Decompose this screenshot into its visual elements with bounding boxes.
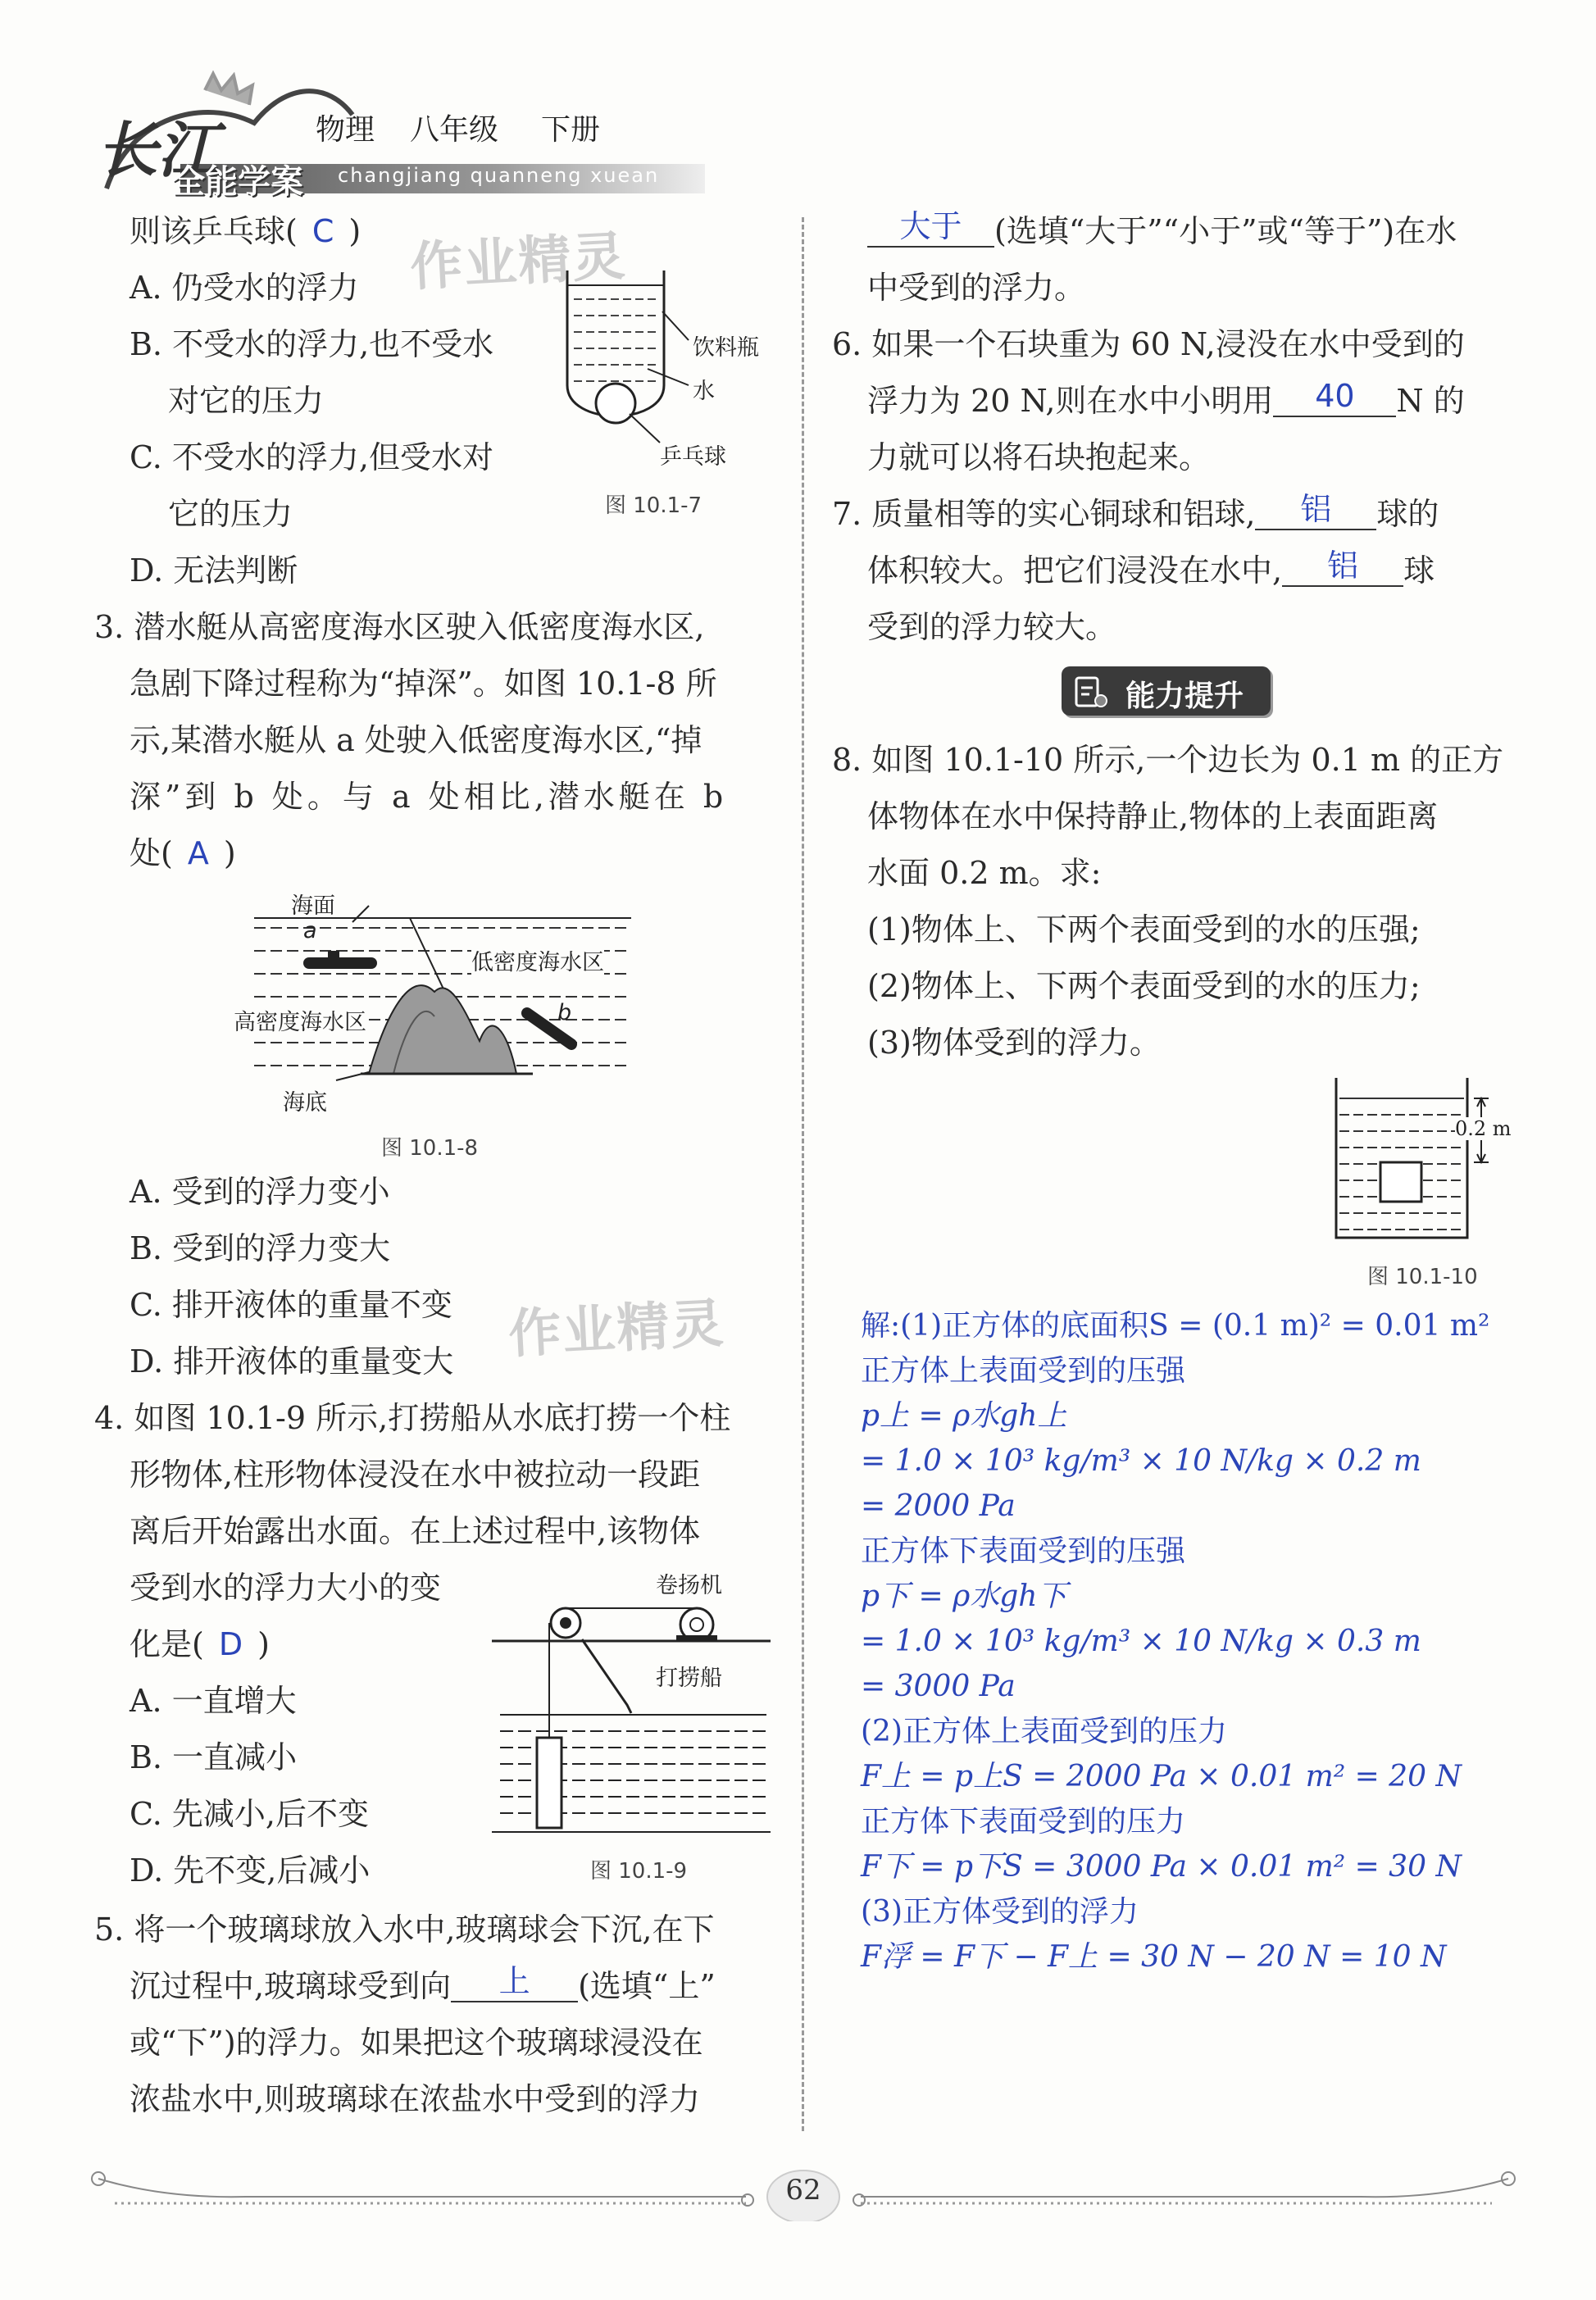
q8-line: (3)物体受到的浮力。: [867, 1025, 1161, 1061]
q5-line: 沉过程中,玻璃球受到向 上 (选填“上”: [130, 1963, 716, 2004]
q4-option-c: C. 先减小,后不变: [130, 1796, 369, 1832]
q3-option-c: C. 排开液体的重量不变: [130, 1287, 452, 1323]
q3-line: 急剧下降过程称为“掉深”。如图 10.1-8 所: [130, 666, 717, 702]
q5-line: 浓盐水中,则玻璃球在浓盐水中受到的浮力: [130, 2081, 701, 2117]
solution-line: F浮 = F下 − F上 = 30 N − 20 N = 10 N: [861, 1940, 1447, 1974]
solution: [861, 1303, 1582, 1980]
q5-cont: 大于 (选填“大于”“小于”或“等于”)在水: [867, 203, 1457, 260]
section-badge: [1062, 666, 1271, 716]
q2-stem: 则该乒乓球( C ): [130, 213, 361, 249]
q8-line: (1)物体上、下两个表面受到的水的压强;: [867, 911, 1421, 948]
q5-line: 或“下”)的浮力。如果把这个玻璃球浸没在: [130, 2025, 703, 2061]
label-bottle: 饮料瓶: [693, 335, 759, 361]
figure-salvage-ship: [492, 1590, 775, 1836]
caption-10-1-8: 图 10.1-8: [381, 1136, 479, 1161]
section-title: 能力提升: [1125, 680, 1244, 713]
label-low-density: 低密度海水区: [471, 944, 604, 976]
q4-option-b: B. 一直减小: [130, 1739, 298, 1775]
header: [82, 66, 705, 205]
label-ball: 乒乓球: [660, 444, 726, 470]
q8-line: (2)物体上、下两个表面受到的水的压力;: [867, 968, 1421, 1004]
label-ship: 打捞船: [656, 1666, 722, 1691]
figure-cube-in-water: [1328, 1074, 1541, 1246]
label-b: b: [557, 1000, 572, 1025]
q2-option-c-cont: 它的压力: [168, 496, 293, 532]
q5-cont: 中受到的浮力。: [867, 270, 1086, 306]
q2-option-c: C. 不受水的浮力,但受水对: [130, 439, 493, 475]
q7-line: 受到的浮力较大。: [867, 609, 1117, 645]
label-a: a: [303, 918, 317, 943]
q5-blank-2: 大于: [867, 207, 994, 248]
q4-line: 形物体,柱形物体浸没在水中被拉动一段距: [130, 1457, 701, 1493]
watermark: 作业精灵: [408, 226, 629, 298]
header-subject: 物理: [316, 113, 375, 147]
solution-line: F下 = p下S = 3000 Pa × 0.01 m² = 30 N: [861, 1850, 1462, 1884]
logo-text: 长江: [97, 116, 218, 186]
q6-line: 6. 如果一个石块重为 60 N,浸没在水中受到的: [832, 326, 1465, 362]
label-water: 水: [693, 379, 715, 404]
q4-line: 离后开始露出水面。在上述过程中,该物体: [130, 1513, 701, 1549]
solution-line: p下 = ρ水gh下: [861, 1580, 1067, 1613]
q3-option-d: D. 排开液体的重量变大: [130, 1343, 454, 1380]
solution-line: 解:(1)正方体的底面积S = (0.1 m)² = 0.01 m²: [861, 1309, 1490, 1343]
header-volume: 下册: [541, 113, 601, 147]
q3-line: 示,某潜水艇从 a 处驶入低密度海水区,“掉: [130, 722, 703, 758]
q6-line: 浮力为 20 N,则在水中小明用 40 N 的: [867, 378, 1465, 419]
solution-line: (2)正方体上表面受到的压力: [861, 1715, 1227, 1748]
label-sea-surface: 海面: [291, 893, 335, 919]
solution-line: = 3000 Pa: [861, 1670, 1016, 1703]
column-divider: [802, 217, 804, 2131]
q8-line: 水面 0.2 m。求:: [867, 855, 1102, 891]
q6-line: 力就可以将石块抱起来。: [867, 439, 1211, 475]
caption-10-1-10: 图 10.1-10: [1367, 1265, 1478, 1289]
label-0-2m: 0.2 m: [1455, 1117, 1512, 1140]
caption-10-1-7: 图 10.1-7: [605, 493, 703, 518]
solution-line: (3)正方体受到的浮力: [861, 1895, 1139, 1929]
q4-option-a: A. 一直增大: [130, 1683, 297, 1719]
solution-line: 正方体下表面受到的压力: [861, 1805, 1186, 1839]
solution-line: 正方体上表面受到的压强: [861, 1354, 1186, 1388]
caption-10-1-9: 图 10.1-9: [590, 1859, 688, 1884]
q3-option-b: B. 受到的浮力变大: [130, 1230, 391, 1266]
q3-answer: A: [187, 835, 209, 871]
q2-option-d: D. 无法判断: [130, 552, 298, 589]
q4-line: 受到水的浮力大小的变: [130, 1570, 442, 1606]
solution-line: p上 = ρ水gh上: [861, 1399, 1067, 1433]
solution-line: 正方体下表面受到的压强: [861, 1534, 1186, 1568]
q3-last: 处( A ): [130, 835, 236, 871]
q8-line: 8. 如图 10.1-10 所示,一个边长为 0.1 m 的正方: [832, 742, 1504, 778]
q4-option-d: D. 先不变,后减小: [130, 1852, 371, 1889]
q7-line: 7. 质量相等的实心铜球和铝球, 铝 球的: [832, 491, 1439, 532]
q3-option-a: A. 受到的浮力变小: [130, 1174, 390, 1210]
brand-cn: 全能学案: [172, 163, 303, 201]
q4-last: 化是( D ): [130, 1626, 270, 1662]
page-number: 62: [785, 2174, 821, 2207]
q3-line: 深”到 b 处。与 a 处相比,潜水艇在 b: [130, 779, 728, 815]
q2-answer: C: [311, 213, 334, 249]
q2-option-a: A. 仍受水的浮力: [130, 270, 359, 306]
q5-line: 5. 将一个玻璃球放入水中,玻璃球会下沉,在下: [94, 1911, 715, 1948]
watermark: 作业精灵: [507, 1293, 727, 1366]
clipboard-icon: [1073, 675, 1109, 709]
solution-line: = 1.0 × 10³ kg/m³ × 10 N/kg × 0.2 m: [861, 1444, 1421, 1478]
solution-line: = 2000 Pa: [861, 1489, 1016, 1523]
q7-blank-2: 铝: [1282, 546, 1403, 587]
q8-line: 体物体在水中保持静止,物体的上表面距离: [867, 798, 1439, 834]
solution-line: = 1.0 × 10³ kg/m³ × 10 N/kg × 0.3 m: [861, 1625, 1421, 1658]
q7-line: 体积较大。把它们浸没在水中, 铝 球: [867, 548, 1435, 589]
q7-blank-1: 铝: [1255, 489, 1376, 530]
header-grade: 八年级: [410, 113, 499, 147]
q6-blank: 40: [1273, 376, 1396, 417]
q5-blank-1: 上: [451, 1961, 578, 2002]
brand-pinyin: changjiang quanneng xuean: [338, 164, 660, 187]
label-winch: 卷扬机: [656, 1573, 722, 1598]
q2-option-b-cont: 对它的压力: [168, 383, 325, 419]
q3-line: 3. 潜水艇从高密度海水区驶入低密度海水区,: [94, 609, 705, 645]
q2-option-b: B. 不受水的浮力,也不受水: [130, 326, 494, 362]
q4-answer: D: [218, 1626, 243, 1662]
label-seabed: 海底: [283, 1090, 327, 1116]
solution-line: F上 = p上S = 2000 Pa × 0.01 m² = 20 N: [861, 1760, 1462, 1793]
label-high-density: 高密度海水区: [234, 1004, 366, 1036]
q4-line: 4. 如图 10.1-9 所示,打捞船从水底打捞一个柱: [94, 1400, 731, 1436]
